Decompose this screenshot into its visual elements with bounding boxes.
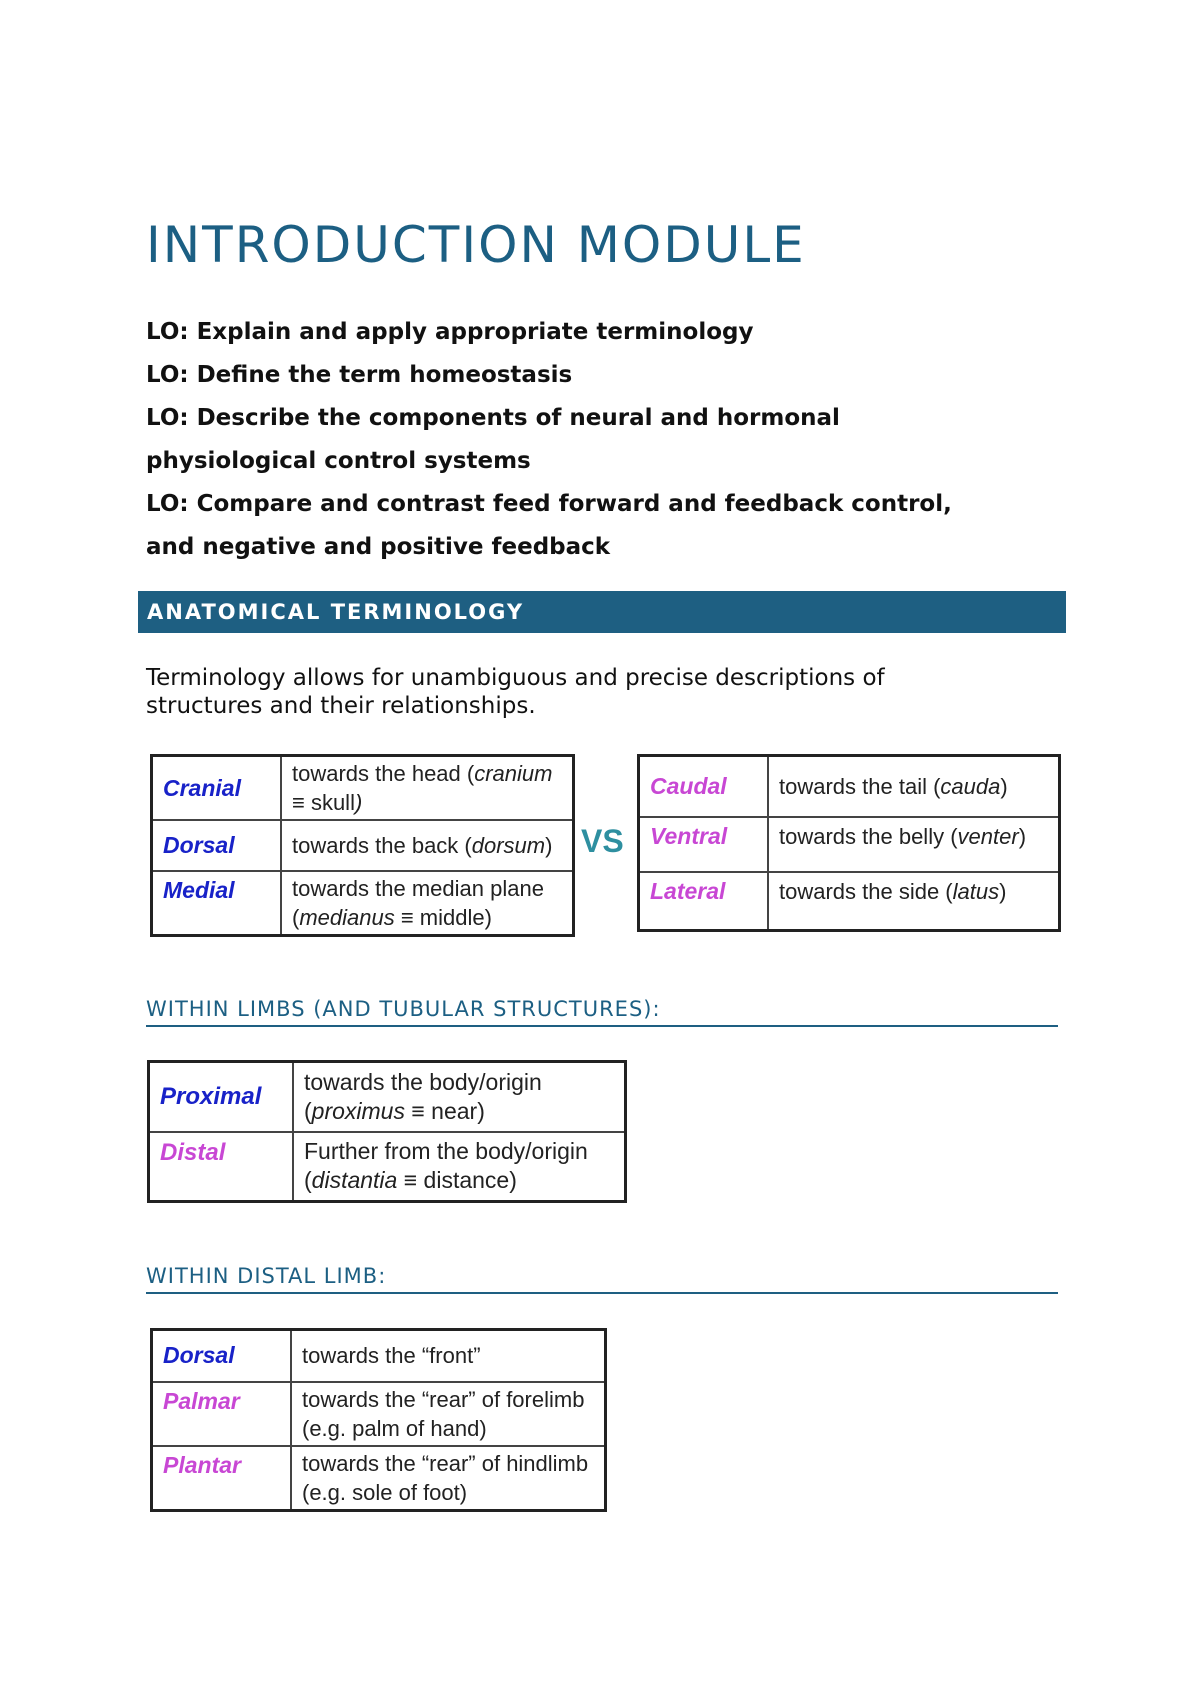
definition-text: ) <box>354 790 363 815</box>
definition-text: (e.g. palm of hand) <box>302 1415 487 1441</box>
term-cell: Proximal <box>149 1062 294 1132</box>
definition-text: towards the body/origin <box>304 1068 542 1095</box>
learning-objectives <box>146 311 1046 569</box>
term-cell: Dorsal <box>152 1330 292 1382</box>
definition-cell <box>291 1330 606 1382</box>
distal-limb-subheading: WITHIN DISTAL LIMB: <box>146 1264 1058 1294</box>
definition-text: ) <box>545 833 553 858</box>
section-intro <box>146 664 1006 720</box>
objective-line: LO: Explain and apply appropriate terminology <box>146 319 754 345</box>
limb-terms-table <box>147 1060 627 1203</box>
definition-text: ( <box>292 905 300 930</box>
latin-word: dorsum <box>471 833 546 858</box>
term-cell: Caudal <box>639 756 769 817</box>
latin-word: latus <box>952 878 1000 904</box>
table-row <box>149 1062 626 1132</box>
distal-limb-terms-table <box>150 1328 607 1512</box>
definition-cell <box>281 756 574 821</box>
term-cell: Ventral <box>639 817 769 872</box>
definition-text: (e.g. sole of foot) <box>302 1479 468 1505</box>
latin-word: proximus <box>311 1097 405 1124</box>
term-cell: Plantar <box>152 1446 292 1511</box>
objective-line: physiological control systems <box>146 448 531 474</box>
definition-text: towards the “front” <box>302 1343 481 1369</box>
definition-cell <box>281 871 574 936</box>
limbs-subheading: WITHIN LIMBS (AND TUBULAR STRUCTURES): <box>146 997 1058 1027</box>
intro-line: structures and their relationships. <box>146 693 536 719</box>
objective-line: LO: Describe the components of neural and hormonal <box>146 405 840 431</box>
page-title: INTRODUCTION MODULE <box>146 216 806 274</box>
definition-text: ( <box>304 1097 312 1124</box>
definition-cell <box>281 820 574 871</box>
latin-word: cranium <box>474 761 553 786</box>
intro-line: Terminology allows for unambiguous and precise descriptions of <box>146 665 885 691</box>
table-row <box>152 1330 606 1382</box>
table-row <box>149 1132 626 1202</box>
latin-word: medianus <box>299 905 395 930</box>
definition-cell <box>768 817 1060 872</box>
latin-word: distantia <box>311 1167 398 1194</box>
vs-label: VS <box>581 823 624 859</box>
latin-word: venter <box>957 823 1019 849</box>
definition-text: ≡ middle) <box>394 905 492 930</box>
table-row <box>152 820 574 871</box>
latin-word: cauda <box>940 773 1001 799</box>
table-row <box>639 872 1060 931</box>
table-row <box>152 756 574 821</box>
section-banner: ANATOMICAL TERMINOLOGY <box>138 591 1066 633</box>
definition-text: ) <box>999 878 1007 904</box>
definition-text: towards the belly ( <box>779 823 958 849</box>
definition-text: towards the “rear” of hindlimb <box>302 1450 589 1476</box>
directional-terms-table-left <box>150 754 575 937</box>
definition-text: towards the back ( <box>292 833 472 858</box>
objective-line: LO: Compare and contrast feed forward and feedback control, <box>146 491 952 517</box>
term-cell: Palmar <box>152 1382 292 1446</box>
table-row <box>152 871 574 936</box>
term-cell: Distal <box>149 1132 294 1202</box>
definition-text: towards the tail ( <box>779 773 941 799</box>
definition-text: ≡ near) <box>404 1097 485 1124</box>
definition-cell <box>291 1382 606 1446</box>
table-row <box>639 756 1060 817</box>
definition-text: towards the side ( <box>779 878 953 904</box>
definition-text: ≡ distance) <box>397 1167 517 1194</box>
objective-line: and negative and positive feedback <box>146 534 611 560</box>
definition-cell <box>291 1446 606 1511</box>
definition-text: ) <box>1018 823 1027 849</box>
term-cell: Cranial <box>152 756 282 821</box>
definition-cell <box>768 756 1060 817</box>
definition-text: ) <box>1000 773 1008 799</box>
definition-text: Further from the body/origin <box>304 1138 588 1165</box>
objective-line: LO: Define the term homeostasis <box>146 362 573 388</box>
definition-text: towards the “rear” of forelimb <box>302 1386 585 1412</box>
definition-text: towards the head ( <box>292 761 475 786</box>
term-cell: Medial <box>152 871 282 936</box>
table-row <box>152 1382 606 1446</box>
definition-text: towards the median plane <box>292 876 544 901</box>
definition-cell <box>768 872 1060 931</box>
table-row <box>152 1446 606 1511</box>
term-cell: Lateral <box>639 872 769 931</box>
definition-text: ( <box>304 1167 312 1194</box>
directional-terms-table-right <box>637 754 1061 932</box>
definition-cell <box>293 1062 626 1132</box>
table-row <box>639 817 1060 872</box>
definition-text: ≡ skull <box>292 790 355 815</box>
definition-cell <box>293 1132 626 1202</box>
term-cell: Dorsal <box>152 820 282 871</box>
